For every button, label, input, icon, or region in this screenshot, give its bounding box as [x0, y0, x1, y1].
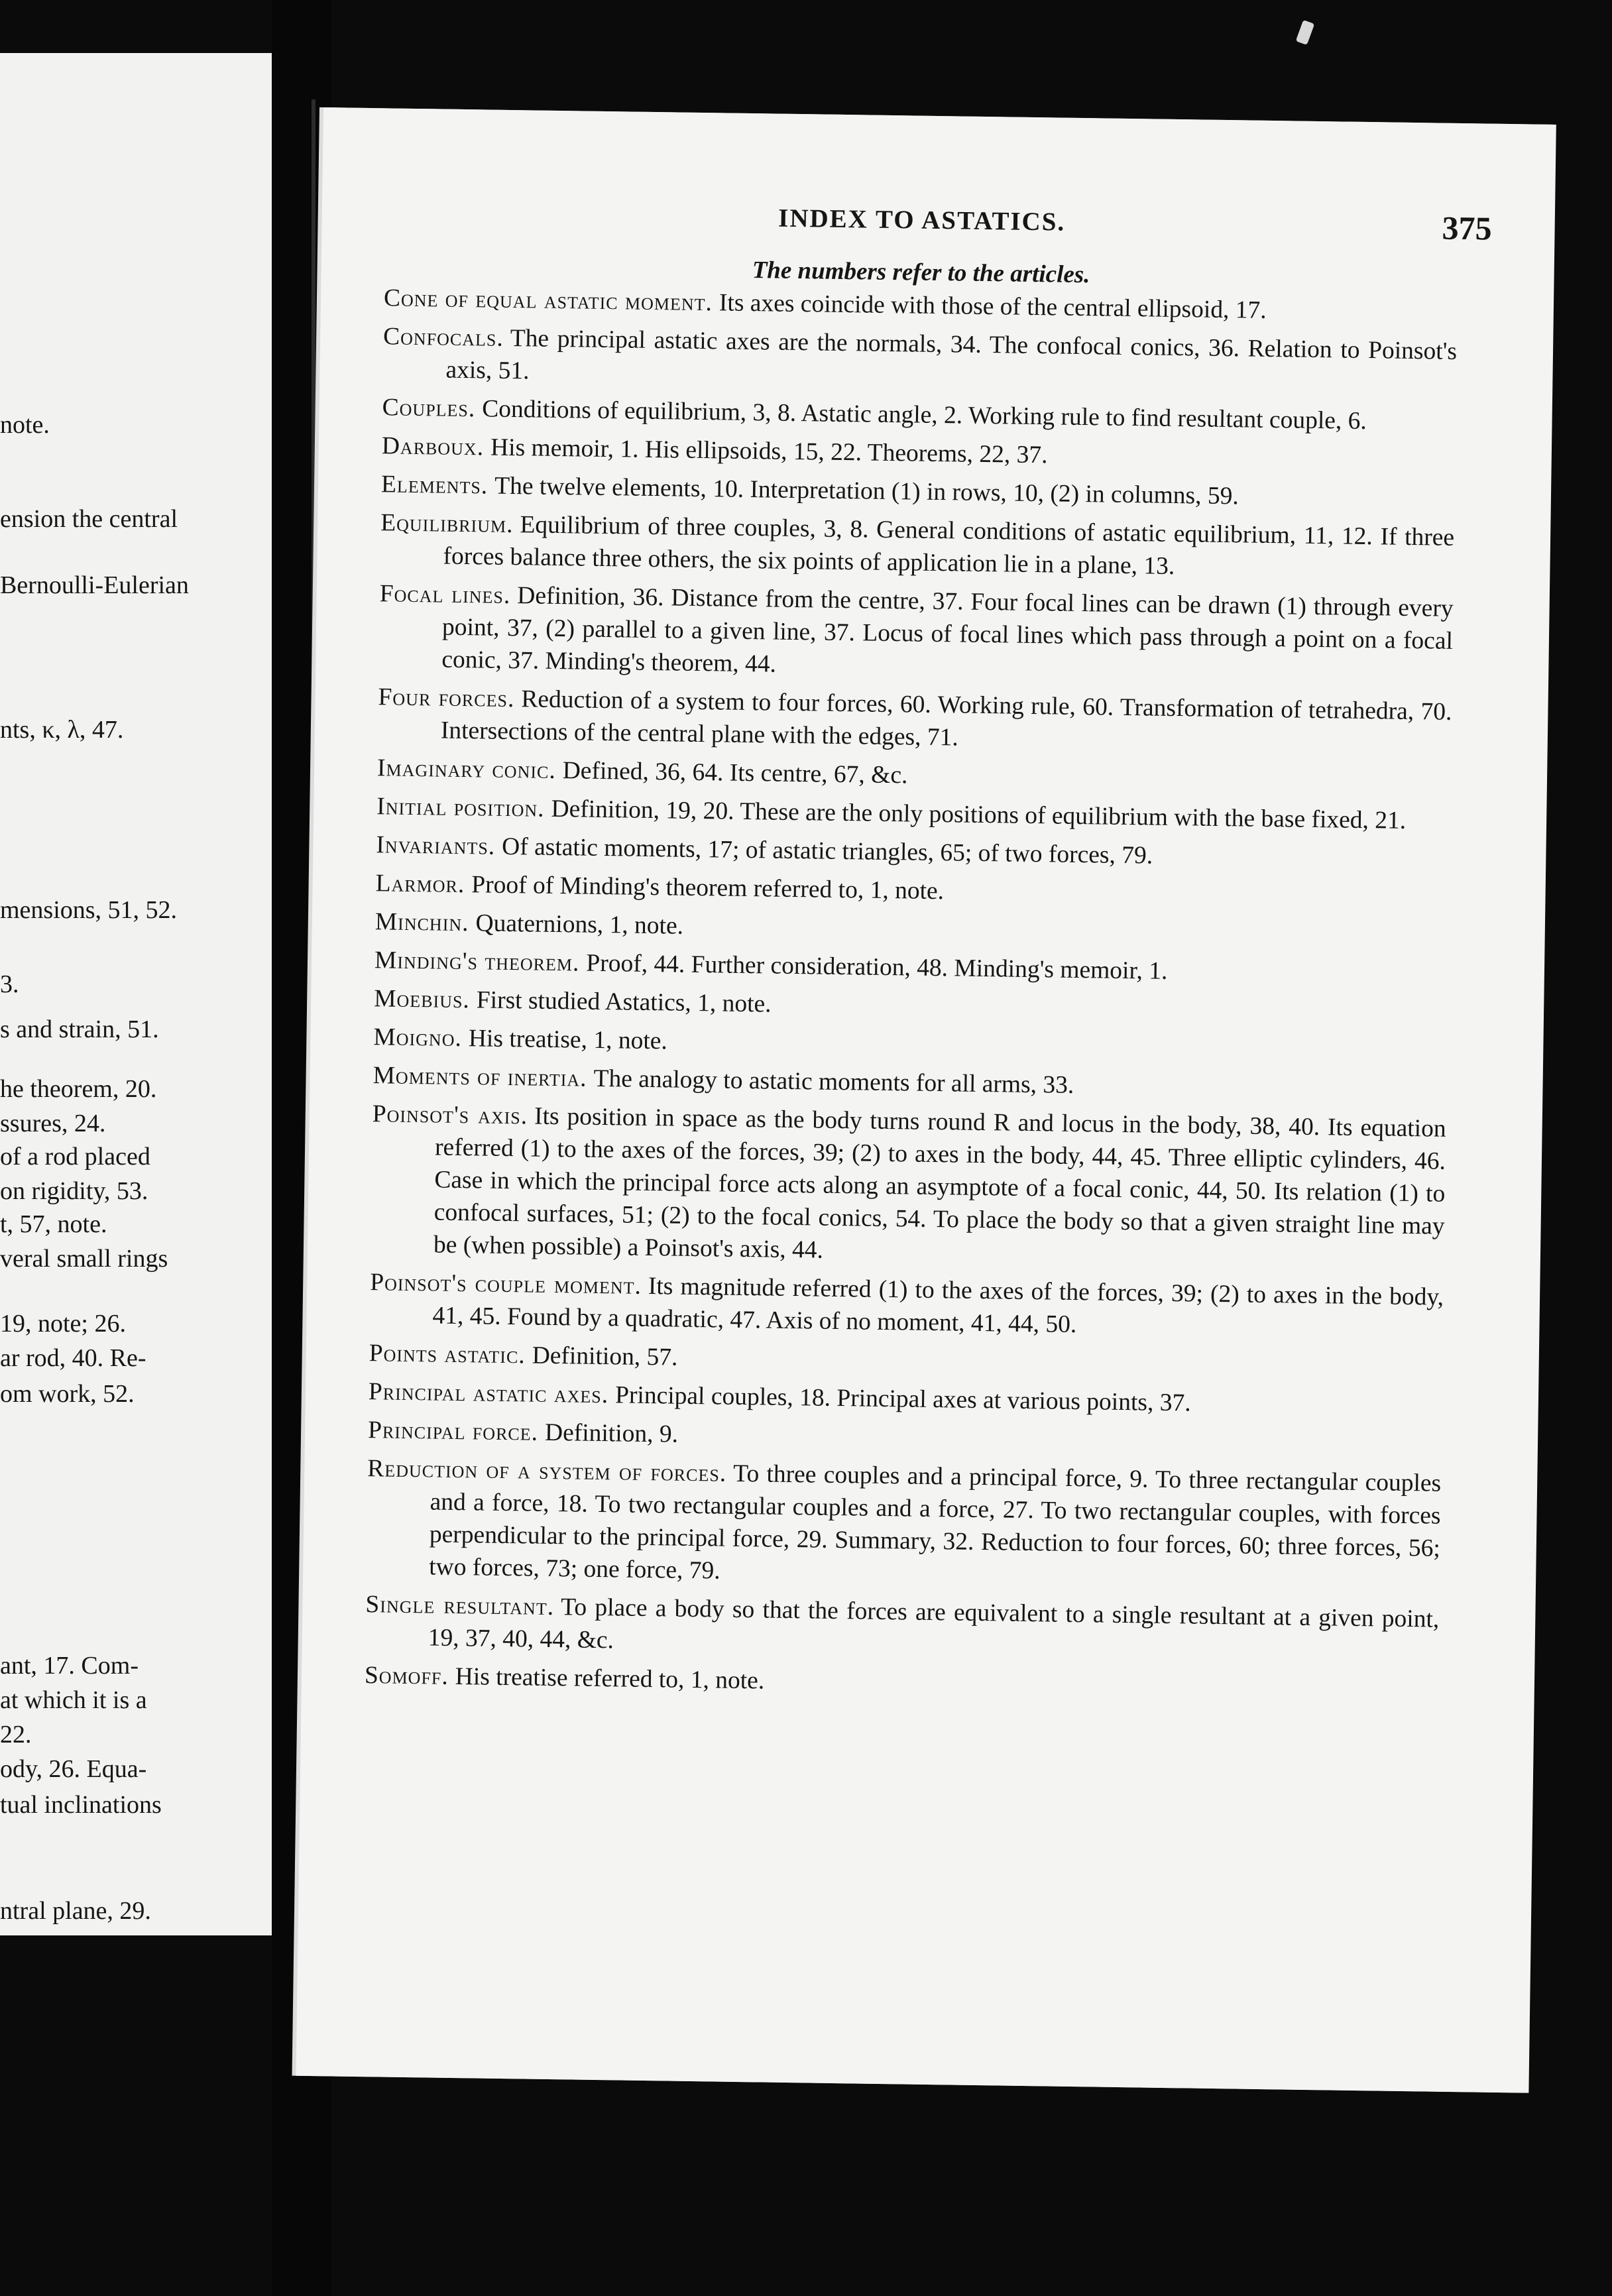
left-page-text-fragment: ody, 26. Equa-: [0, 1755, 147, 1783]
index-entry-heading: Principal astatic axes.: [368, 1378, 609, 1409]
index-entry-heading: Initial position.: [376, 793, 545, 823]
index-entry-heading: Moigno.: [373, 1023, 463, 1053]
index-entry-text: Its axes coincide with those of the central ellipsoid, 17.: [719, 289, 1267, 324]
index-entry-text: Defined, 36, 64. Its centre, 67, &c.: [562, 757, 908, 789]
left-page-text-fragment: t, 57, note.: [0, 1210, 107, 1238]
index-entry: [378, 577, 1454, 690]
left-page-text-fragment: ntral plane, 29.: [0, 1897, 151, 1925]
left-page-text-fragment: 22.: [0, 1721, 32, 1749]
index-entry-text: Definition, 57.: [532, 1342, 678, 1371]
index-entry-heading: Darboux.: [381, 432, 485, 461]
index-entry-text: Of astatic moments, 17; of astatic triangles, 65; of two forces, 79.: [501, 832, 1153, 870]
index-entry-text: Proof, 44. Further consideration, 48. Minding's memoir, 1.: [586, 949, 1168, 985]
left-page-text-fragment: at which it is a: [0, 1686, 147, 1714]
index-entry-text: To three couples and a principal force, 9. To three rectangular couples and a force, 18. To two rectangular couples and a force, 27. To two rectangular couples, with forces perpendicular to the principal force, 29. Summary, 32. Reduction to four forces, 60; three forces, 56; two forces, 73; one force, 79.: [428, 1460, 1442, 1585]
index-entry-heading: Poinsot's couple moment.: [369, 1269, 642, 1300]
index-entry-text: Reduction of a system to four forces, 60. Working rule, 60. Transformation of tetrahedra, 70. Intersections of the central plane with the edges, 71.: [440, 685, 1452, 752]
index-entry-text: First studied Astatics, 1, note.: [476, 986, 772, 1018]
index-entry-heading: Couples.: [382, 394, 476, 423]
index-entry: [366, 1452, 1442, 1597]
left-page-text-fragment: Bernoulli-Eulerian: [0, 571, 189, 599]
left-page-text-fragment: of a rod placed: [0, 1143, 150, 1171]
index-page: [296, 107, 1556, 2093]
index-entry: [369, 1266, 1444, 1346]
left-page-text-fragment: note.: [0, 411, 50, 439]
index-entry-text: To place a body so that the forces are equivalent to a single resultant at a given point, 19, 37, 40, 44, &c.: [428, 1593, 1440, 1654]
index-entry-heading: Single resultant.: [365, 1591, 555, 1621]
index-entry-text: The analogy to astatic moments for all arms, 33.: [593, 1064, 1074, 1099]
index-entry-heading: Invariants.: [376, 831, 496, 860]
index-entry-text: Conditions of equilibrium, 3, 8. Astatic angle, 2. Working rule to find resultant couple, 6.: [482, 395, 1367, 435]
left-page-text-fragment: ar rod, 40. Re-: [0, 1344, 146, 1372]
index-entry-heading: Equilibrium.: [380, 509, 514, 539]
index-entry-heading: Cone of equal astatic moment.: [383, 284, 713, 317]
left-page-text-fragment: veral small rings: [0, 1245, 168, 1273]
index-entry-heading: Points astatic.: [369, 1340, 526, 1369]
index-entry-text: The principal astatic axes are the normals, 34. The confocal conics, 36. Relation to Poinsot's axis, 51.: [445, 324, 1458, 385]
index-entry-text: His treatise referred to, 1, note.: [455, 1663, 765, 1695]
index-entry-heading: Minding's theorem.: [374, 947, 580, 977]
left-page-text-fragment: 3.: [0, 970, 19, 998]
index-entry-heading: Moments of inertia.: [373, 1062, 587, 1092]
index-entry-text: Definition, 9.: [544, 1418, 679, 1448]
left-page-text-fragment: ssures, 24.: [0, 1110, 106, 1137]
index-entry-text: Equilibrium of three couples, 3, 8. General conditions of astatic equilibrium, 11, 12. If three forces balance three others, the six points of application lie in a plane, 13.: [443, 511, 1455, 580]
index-entry-heading: Poinsot's axis.: [372, 1100, 528, 1130]
index-entry-text: Definition, 36. Distance from the centre, 37. Four focal lines can be drawn (1) through every point, 37, (2) parallel to a given line, 37. Locus of focal lines which pass through a point on a focal conic, 37. Minding's theorem, 44.: [441, 582, 1454, 678]
index-entry-text: Proof of Minding's theorem referred to, 1, note.: [471, 871, 945, 905]
index-entry-text: Quaternions, 1, note.: [475, 909, 684, 940]
left-page-fragment: [0, 53, 272, 1935]
index-entry-heading: Confocals.: [382, 323, 504, 352]
index-content: [364, 198, 1493, 1712]
left-page-text-fragment: mensions, 51, 52.: [0, 896, 178, 924]
index-entry: [378, 681, 1452, 761]
index-entry: [365, 1588, 1439, 1668]
index-entry-text: Definition, 19, 20. These are the only positions of equilibrium with the base fixed, 21.: [551, 795, 1407, 834]
index-entry-heading: Principal force.: [367, 1416, 539, 1446]
index-entry-text: Its position in space as the body turns round R and locus in the body, 38, 40. Its equation referred (1) to the axes of the forces, 39; (2) to axes in the body, 44, 45. Three elliptic cylinders, 46. Case in which the principal force acts along an asymptote of a focal conic, 44, 50. Its relation (1) to confocal surfaces, 51; (2) to the focal conics, 54. To place the body so that a given straight line may be (when possible) a Poinsot's axis, 44.: [433, 1102, 1446, 1264]
index-entry-text: His memoir, 1. His ellipsoids, 15, 22. Theorems, 22, 37.: [490, 433, 1048, 469]
page-number: 375: [1442, 209, 1493, 247]
left-page-text-fragment: om work, 52.: [0, 1380, 135, 1408]
scan-speck: [1296, 20, 1315, 45]
index-entry: [382, 320, 1457, 400]
index-entry-heading: Reduction of a system of forces.: [367, 1455, 727, 1487]
index-entry: [371, 1098, 1446, 1275]
left-page-text-fragment: nts, κ, λ, 47.: [0, 716, 124, 744]
index-entry-text: Its magnitude referred (1) to the axes of the forces, 39; (2) to axes in the body, 41, 45. Found by a quadratic, 47. Axis of no moment, 41, 44, 50.: [432, 1273, 1444, 1339]
left-page-text-fragment: s and strain, 51.: [0, 1015, 159, 1043]
left-page-text-fragment: on rigidity, 53.: [0, 1177, 148, 1205]
index-entry-heading: Four forces.: [378, 683, 515, 713]
index-entry-heading: Elements.: [380, 471, 489, 500]
index-entry-heading: Larmor.: [375, 870, 465, 899]
index-entries: [365, 282, 1458, 1706]
left-page-text-fragment: 19, note; 26.: [0, 1310, 126, 1338]
left-page-text-fragment: ension the central: [0, 505, 178, 533]
index-entry-text: Principal couples, 18. Principal axes at various points, 37.: [614, 1381, 1191, 1417]
index-entry-heading: Moebius.: [373, 985, 471, 1014]
running-head: [384, 198, 1493, 259]
index-entry-text: The twelve elements, 10. Interpretation (1) in rows, 10, (2) in columns, 59.: [494, 472, 1239, 510]
left-page-text-fragment: he theorem, 20.: [0, 1075, 157, 1103]
left-page-text-fragment: ant, 17. Com-: [0, 1652, 139, 1680]
index-entry-heading: Imaginary conic.: [376, 754, 557, 784]
index-entry-text: His treatise, 1, note.: [468, 1025, 668, 1055]
page-title: INDEX TO ASTATICS.: [777, 203, 1066, 237]
index-entry-heading: Minchin.: [374, 908, 469, 937]
index-entry: [365, 1659, 1439, 1707]
index-entry: [380, 506, 1454, 587]
index-entry-heading: Focal lines.: [379, 580, 511, 610]
left-page-text-fragment: tual inclinations: [0, 1791, 162, 1819]
index-entry-heading: Somoff.: [364, 1662, 449, 1690]
index-note: The numbers refer to the articles.: [752, 257, 1090, 289]
